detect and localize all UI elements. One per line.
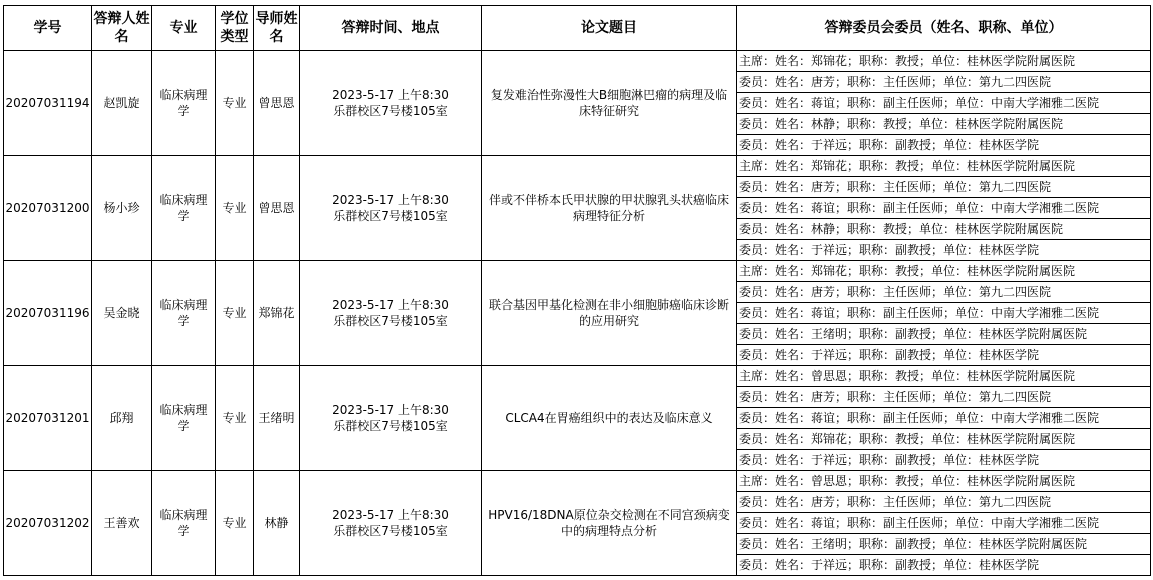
defender-name-cell[interactable]: 吴金晓	[92, 261, 152, 366]
degree-type-cell[interactable]: 专业	[216, 156, 254, 261]
committee-member-cell[interactable]: 委员：姓名：于祥远；职称：副教授；单位：桂林医学院	[737, 135, 1151, 156]
committee-member-cell[interactable]: 委员：姓名：蒋谊；职称：副主任医师；单位：中南大学湘雅二医院	[737, 408, 1151, 429]
defense-place: 乐群校区7号楼105室	[333, 314, 448, 328]
committee-member-cell[interactable]: 主席：姓名：郑锦花；职称：教授；单位：桂林医学院附属医院	[737, 156, 1151, 177]
committee-member-cell[interactable]: 委员：姓名：于祥远；职称：副教授；单位：桂林医学院	[737, 555, 1151, 576]
committee-member-cell[interactable]: 委员：姓名：唐芳；职称：主任医师；单位：第九二四医院	[737, 177, 1151, 198]
committee-member-cell[interactable]: 主席：姓名：曾思恩；职称：教授；单位：桂林医学院附属医院	[737, 471, 1151, 492]
defense-schedule-table	[3, 5, 1151, 576]
defense-time: 2023-5-17 上午8:30	[332, 403, 449, 417]
header-thesis-title: 论文题目	[482, 6, 737, 51]
header-committee: 答辩委员会委员（姓名、职称、单位）	[737, 6, 1151, 51]
committee-member-cell[interactable]: 主席：姓名：曾思恩；职称：教授；单位：桂林医学院附属医院	[737, 366, 1151, 387]
committee-member-cell[interactable]: 委员：姓名：王绪明；职称：副教授；单位：桂林医学院附属医院	[737, 534, 1151, 555]
header-student-id: 学号	[4, 6, 92, 51]
defense-time: 2023-5-17 上午8:30	[332, 298, 449, 312]
major-cell[interactable]: 临床病理学	[152, 51, 216, 156]
major-cell[interactable]: 临床病理学	[152, 471, 216, 576]
committee-member-cell[interactable]: 委员：姓名：蒋谊；职称：副主任医师；单位：中南大学湘雅二医院	[737, 303, 1151, 324]
table-row	[4, 261, 1151, 282]
degree-type-cell[interactable]: 专业	[216, 261, 254, 366]
defense-time: 2023-5-17 上午8:30	[332, 193, 449, 207]
defender-name-cell[interactable]: 杨小珍	[92, 156, 152, 261]
committee-member-cell[interactable]: 委员：姓名：唐芳；职称：主任医师；单位：第九二四医院	[737, 72, 1151, 93]
time-place-cell[interactable]	[300, 471, 482, 576]
defender-name-cell[interactable]: 赵凯旋	[92, 51, 152, 156]
table-row	[4, 51, 1151, 72]
time-place-cell[interactable]	[300, 261, 482, 366]
table-row	[4, 471, 1151, 492]
student-id-cell[interactable]: 20207031202	[4, 471, 92, 576]
table-row	[4, 156, 1151, 177]
advisor-cell[interactable]: 林静	[254, 471, 300, 576]
header-defender-name: 答辩人姓名	[92, 6, 152, 51]
thesis-title-cell[interactable]: CLCA4在胃癌组织中的表达及临床意义	[482, 366, 737, 471]
committee-member-cell[interactable]: 委员：姓名：蒋谊；职称：副主任医师；单位：中南大学湘雅二医院	[737, 513, 1151, 534]
time-place-cell[interactable]	[300, 156, 482, 261]
committee-member-cell[interactable]: 委员：姓名：王绪明；职称：副教授；单位：桂林医学院附属医院	[737, 324, 1151, 345]
student-id-cell[interactable]: 20207031194	[4, 51, 92, 156]
defense-time: 2023-5-17 上午8:30	[332, 88, 449, 102]
header-advisor-name: 导师姓名	[254, 6, 300, 51]
thesis-title-cell[interactable]: HPV16/18DNA原位杂交检测在不同宫颈病变中的病理特点分析	[482, 471, 737, 576]
committee-member-cell[interactable]: 委员：姓名：林静；职称：教授；单位：桂林医学院附属医院	[737, 114, 1151, 135]
committee-member-cell[interactable]: 委员：姓名：唐芳；职称：主任医师；单位：第九二四医院	[737, 492, 1151, 513]
time-place-cell[interactable]	[300, 51, 482, 156]
committee-member-cell[interactable]: 委员：姓名：于祥远；职称：副教授；单位：桂林医学院	[737, 345, 1151, 366]
defender-name-cell[interactable]: 邱翔	[92, 366, 152, 471]
defense-place: 乐群校区7号楼105室	[333, 209, 448, 223]
defense-place: 乐群校区7号楼105室	[333, 104, 448, 118]
committee-member-cell[interactable]: 委员：姓名：唐芳；职称：主任医师；单位：第九二四医院	[737, 282, 1151, 303]
degree-type-cell[interactable]: 专业	[216, 366, 254, 471]
header-major: 专业	[152, 6, 216, 51]
degree-type-cell[interactable]: 专业	[216, 471, 254, 576]
committee-member-cell[interactable]: 委员：姓名：蒋谊；职称：副主任医师；单位：中南大学湘雅二医院	[737, 93, 1151, 114]
major-cell[interactable]: 临床病理学	[152, 366, 216, 471]
advisor-cell[interactable]: 曾思恩	[254, 156, 300, 261]
table-row	[4, 366, 1151, 387]
committee-member-cell[interactable]: 委员：姓名：蒋谊；职称：副主任医师；单位：中南大学湘雅二医院	[737, 198, 1151, 219]
time-place-cell[interactable]	[300, 366, 482, 471]
committee-member-cell[interactable]: 主席：姓名：郑锦花；职称：教授；单位：桂林医学院附属医院	[737, 261, 1151, 282]
committee-member-cell[interactable]: 主席：姓名：郑锦花；职称：教授；单位：桂林医学院附属医院	[737, 51, 1151, 72]
committee-member-cell[interactable]: 委员：姓名：林静；职称：教授；单位：桂林医学院附属医院	[737, 219, 1151, 240]
header-degree-type: 学位类型	[216, 6, 254, 51]
student-id-cell[interactable]: 20207031196	[4, 261, 92, 366]
committee-member-cell[interactable]: 委员：姓名：郑锦花；职称：教授；单位：桂林医学院附属医院	[737, 429, 1151, 450]
defender-name-cell[interactable]: 王善欢	[92, 471, 152, 576]
advisor-cell[interactable]: 郑锦花	[254, 261, 300, 366]
student-id-cell[interactable]: 20207031201	[4, 366, 92, 471]
defense-place: 乐群校区7号楼105室	[333, 419, 448, 433]
committee-member-cell[interactable]: 委员：姓名：唐芳；职称：主任医师；单位：第九二四医院	[737, 387, 1151, 408]
thesis-title-cell[interactable]: 伴或不伴桥本氏甲状腺的甲状腺乳头状癌临床病理特征分析	[482, 156, 737, 261]
committee-member-cell[interactable]: 委员：姓名：于祥远；职称：副教授；单位：桂林医学院	[737, 240, 1151, 261]
thesis-title-cell[interactable]: 复发难治性弥漫性大B细胞淋巴瘤的病理及临床特征研究	[482, 51, 737, 156]
header-time-place: 答辩时间、地点	[300, 6, 482, 51]
defense-time: 2023-5-17 上午8:30	[332, 508, 449, 522]
header-row	[4, 6, 1151, 51]
defense-place: 乐群校区7号楼105室	[333, 524, 448, 538]
advisor-cell[interactable]: 曾思恩	[254, 51, 300, 156]
committee-member-cell[interactable]: 委员：姓名：于祥远；职称：副教授；单位：桂林医学院	[737, 450, 1151, 471]
student-id-cell[interactable]: 20207031200	[4, 156, 92, 261]
degree-type-cell[interactable]: 专业	[216, 51, 254, 156]
advisor-cell[interactable]: 王绪明	[254, 366, 300, 471]
major-cell[interactable]: 临床病理学	[152, 156, 216, 261]
table-body	[4, 51, 1151, 576]
thesis-title-cell[interactable]: 联合基因甲基化检测在非小细胞肺癌临床诊断的应用研究	[482, 261, 737, 366]
major-cell[interactable]: 临床病理学	[152, 261, 216, 366]
